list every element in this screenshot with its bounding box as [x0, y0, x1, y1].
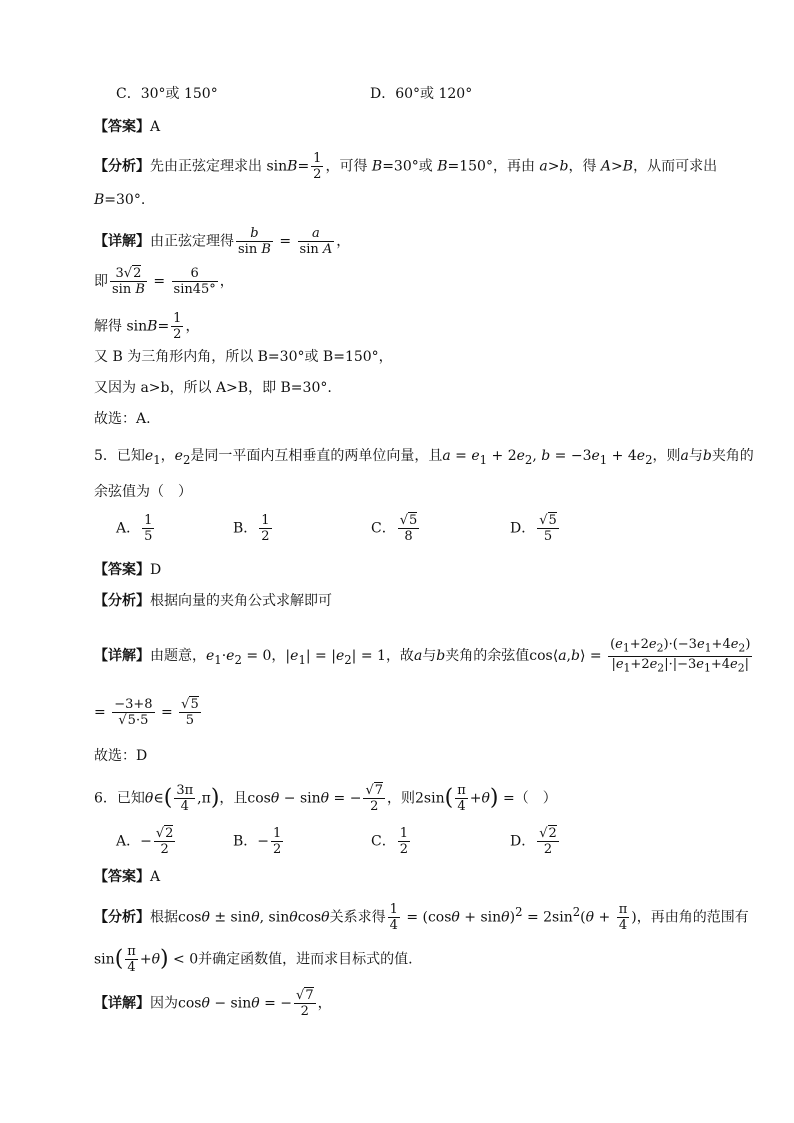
num: 1: [313, 151, 322, 166]
q4-analysis-line-1: [94, 151, 717, 182]
text: D．: [510, 833, 536, 850]
fraction-one-half: $\frac{1}{2}$: [173, 311, 182, 342]
text: （ ）: [514, 790, 557, 807]
fraction-result: $\frac{-3+8}{√5\cdot 5}$: [114, 697, 153, 728]
fraction-3root2-over-sinB: $\frac{3√2}{\text{sin B}}$: [112, 266, 145, 297]
text: C．: [371, 833, 396, 850]
text: 5．已知: [94, 448, 145, 464]
var: A: [600, 158, 612, 175]
text: ，得: [568, 158, 601, 175]
q4-option-c: C．30°或 150°: [116, 86, 218, 102]
q6-option-d: D． $\frac{√2}{2}$: [510, 826, 557, 857]
q5-detail-result: = $\frac{-3+8}{√5\cdot 5}$ = $\frac{√5}{5}$: [94, 697, 199, 728]
text: >: [547, 158, 560, 175]
text: 根据向量的夹角公式求解即可: [150, 593, 332, 609]
fraction-6-over-sin45: $\frac{6}{\sin 45^\circ}$: [173, 266, 216, 297]
text: 是同一平面内互相垂直的两单位向量，且: [190, 448, 443, 464]
text: ，则: [652, 448, 681, 464]
analysis-tag: 【分析】: [94, 158, 150, 175]
answer-value: D: [150, 562, 162, 578]
q4-detail-line-5: 又因为 a>b，所以 A>B，即 B=30°.: [94, 380, 332, 396]
q4-answer: [94, 117, 160, 137]
text: =30°或: [382, 158, 438, 175]
q6-option-b: B．− $\frac{1}{2}$: [233, 826, 282, 857]
text: ，再由角的范围有: [636, 909, 749, 926]
text: 与: [688, 448, 703, 464]
text: ，可得: [325, 158, 372, 175]
text: A．: [116, 520, 141, 537]
detail-tag: 【详解】: [94, 648, 150, 665]
q6-option-a: A．− $\frac{√2}{2}$: [116, 826, 174, 857]
text: 解得 sin: [94, 318, 148, 335]
text: 即: [94, 273, 108, 290]
text: 与: [422, 648, 437, 665]
text: B．: [233, 833, 258, 850]
text: 夹角的余弦值: [445, 648, 530, 665]
q6-option-c: C． $\frac{1}{2}$: [371, 826, 408, 857]
analysis-tag: 【分析】: [94, 593, 150, 609]
q5-answer: [94, 560, 161, 580]
answer-tag: 【答案】: [94, 562, 150, 578]
text: =: [157, 318, 170, 335]
q4-choose: 故选：A.: [94, 411, 151, 427]
text: 先由正弦定理求出 sin: [150, 158, 288, 175]
var: b: [559, 158, 569, 175]
var: B: [94, 192, 105, 208]
var: B: [622, 158, 634, 175]
q5-detail: 【详解】由题意，$e_1\cdot e_2 = 0$，$|e_1| = |e_2| = 1$，故a与b夹角的余弦值cos⟨a,b⟩ = $\frac{(e_1+2e_2)\cdot(-3e_1+4e_2)}{|e_1+2e_2|\cdot|-3e_1+4e_2|}$: [94, 637, 751, 675]
fraction-one-half: [311, 151, 323, 182]
var: a: [539, 158, 548, 175]
text: D．: [510, 520, 536, 537]
q6-analysis-line-1: 【分析】根据cosθ ± sinθ, sinθcosθ关系求得 $\frac{1}{4}$ = $(\cos\theta + \sin\theta)^2 = 2\sin^2(\theta$ + $\frac{\pi}{4}$ )，再由角的范围有: [94, 902, 749, 934]
text: 由题意，: [150, 648, 206, 665]
var: B: [287, 158, 298, 175]
text: ，从而可求出: [633, 158, 718, 175]
answer-tag: 【答案】: [94, 119, 150, 135]
detail-tag: 【详解】: [94, 233, 150, 250]
text: =30°.: [104, 192, 146, 208]
fraction-a-over-sinA: $\frac{a}{\text{sin A}}$: [299, 226, 333, 257]
text: C．: [371, 520, 396, 537]
q6-detail-line-1: 【详解】因为cosθ − sinθ = − $\frac{√7}{2}$ ，: [94, 988, 332, 1019]
text: 根据: [150, 909, 178, 926]
q5-option-d: D． $\frac{√5}{5}$: [510, 513, 557, 544]
fraction-root5-over-5: $\frac{√5}{5}$: [181, 697, 199, 728]
q4-analysis-line-2: [94, 190, 145, 210]
analysis-tag: 【分析】: [94, 909, 150, 926]
answer-tag: 【答案】: [94, 869, 150, 885]
text: =: [297, 158, 310, 175]
q4-detail-line-2: 即 $\frac{3√2}{\text{sin B}}$ = $\frac{6}{\sin 45^\circ}$ ，: [94, 266, 234, 297]
text: 并确定函数值，进而求目标式的值.: [198, 951, 413, 968]
q5-stem-line-1: 5．已知$e_1$，$e_2$是同一平面内互相垂直的两单位向量，且$a = e_1 + 2e_2$, $b = -3e_1 + 4e_2$，则a与b夹角的: [94, 448, 754, 467]
text: A．: [116, 833, 141, 850]
text: 因为: [150, 995, 178, 1012]
q5-option-a: A． $\frac{1}{5}$: [116, 513, 153, 544]
answer-value: A: [150, 869, 161, 885]
q4-detail-line-1: 【详解】由正弦定理得 $\frac{b}{\text{sin B}}$ = $\frac{a}{\text{sin A}}$ ，: [94, 226, 351, 257]
var: B: [437, 158, 448, 175]
text: 关系求得: [329, 909, 386, 926]
text: 6．已知: [94, 790, 145, 807]
text: 由正弦定理得: [150, 233, 234, 250]
q5-option-c: C． $\frac{√5}{8}$: [371, 513, 418, 544]
q5-choose: 故选：D: [94, 748, 148, 764]
q6-stem: 6．已知θ∈( $\frac{3\pi}{4}$ ,π)，且cosθ − sinθ = − $\frac{√7}{2}$ ，则2sin( $\frac{\pi}{4}$ +θ) =（ ）: [94, 783, 557, 814]
q5-stem-line-2: 余弦值为（ ）: [94, 484, 192, 500]
q6-analysis-line-2: sin( $\frac{\pi}{4}$ +θ) < 0并确定函数值，进而求目标式的值.: [94, 944, 413, 975]
var: B: [371, 158, 383, 175]
text: =150°，再由: [447, 158, 540, 175]
text: 夹角的: [711, 448, 754, 464]
answer-value: A: [150, 119, 161, 135]
text: ，故: [385, 648, 414, 665]
den: 2: [313, 167, 322, 182]
q4-option-d: D．60°或 120°: [370, 86, 473, 102]
q5-option-b: B． $\frac{1}{2}$: [233, 513, 270, 544]
q5-analysis: [94, 591, 332, 611]
q4-detail-line-3: 解得 sinB= $\frac{1}{2}$ ，: [94, 311, 200, 342]
q4-detail-line-4: 又 B 为三角形内角，所以 B=30°或 B=150°，: [94, 349, 393, 365]
fraction-cosine-formula: $\frac{(e_1+2e_2)\cdot(-3e_1+4e_2)}{|e_1+2e_2|\cdot|-3e_1+4e_2|}$: [610, 637, 751, 675]
text: ，则: [387, 790, 416, 807]
fraction-b-over-sinB: $\frac{b}{\text{sin B}}$: [238, 226, 271, 257]
text: ，且: [219, 790, 248, 807]
text: B．: [233, 520, 258, 537]
var: B: [147, 318, 158, 335]
detail-tag: 【详解】: [94, 995, 150, 1012]
text: >: [611, 158, 623, 175]
q6-answer: [94, 867, 160, 887]
